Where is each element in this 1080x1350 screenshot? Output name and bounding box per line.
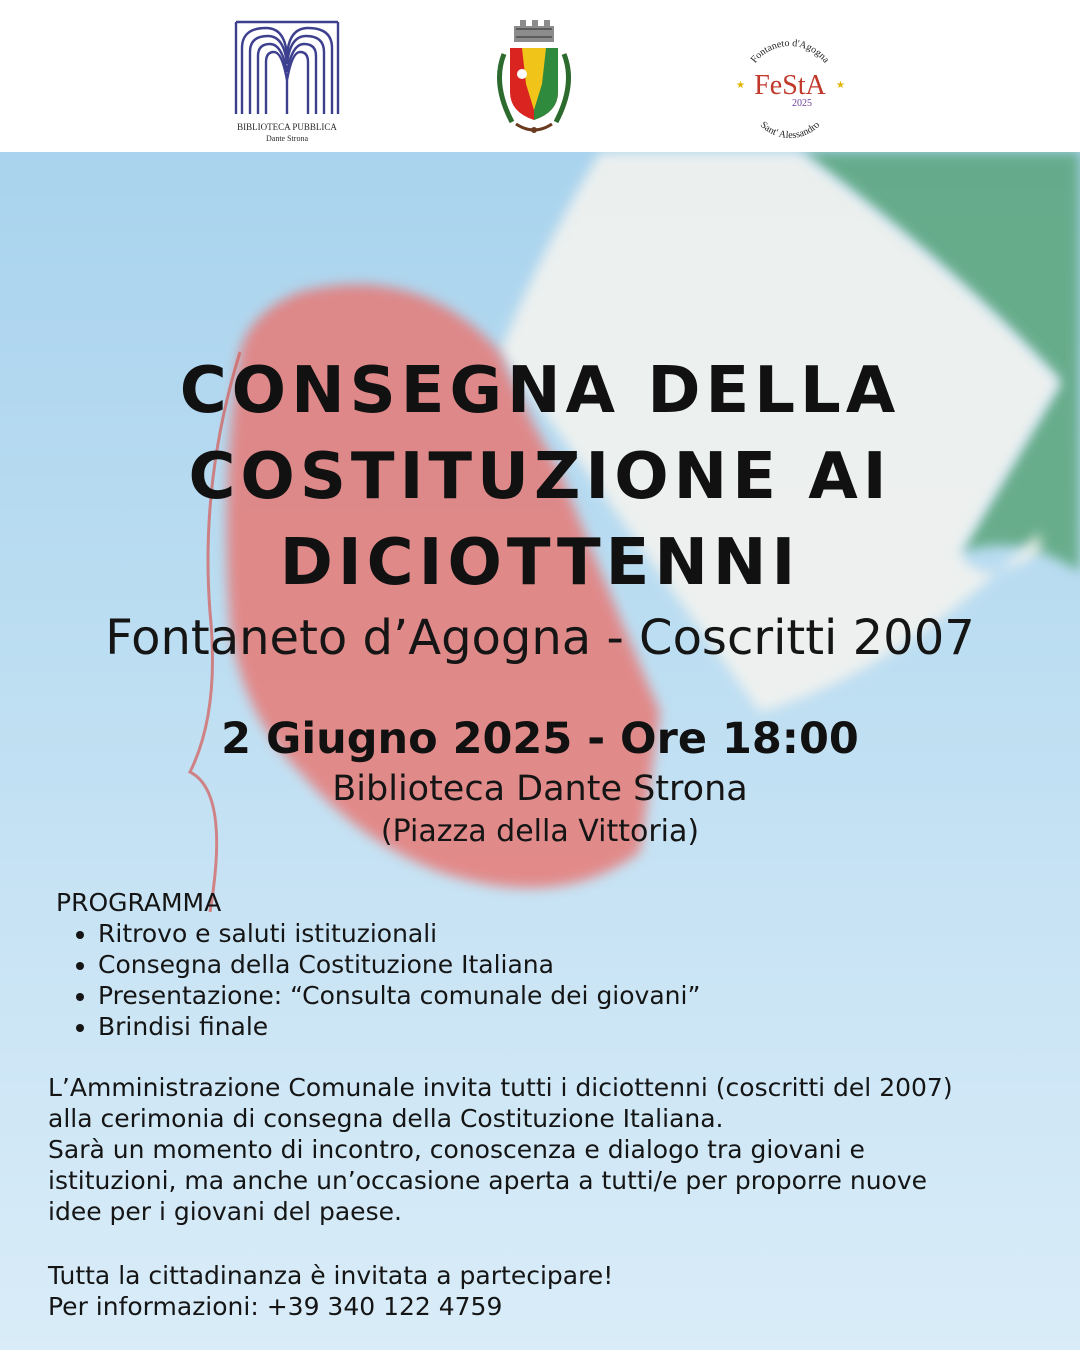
festa-logo-bottom-arc: Sant' Alessandro	[757, 119, 823, 140]
title-line-2: COSTITUZIONE AI	[188, 440, 892, 514]
program-item: • Ritrovo e saluti istituzionali	[98, 918, 1016, 949]
svg-text:Fontaneto d'Agogna	[749, 38, 832, 66]
closing-invite: Tutta la cittadinanza è invitata a partecipare!	[48, 1261, 614, 1290]
star-icon: ★	[836, 80, 845, 91]
festa-logo-top-arc: Fontaneto d'Agogna	[748, 37, 832, 66]
event-venue-detail: (Piazza della Vittoria)	[380, 814, 700, 849]
svg-text:Sant' Alessandro	[758, 120, 822, 140]
program-list	[56, 918, 1016, 1042]
festa-logo-year: 2025	[792, 98, 812, 109]
star-icon: ★	[736, 80, 745, 91]
festa-logo	[728, 30, 852, 140]
poster-background	[0, 152, 1080, 1350]
event-datetime: 2 Giugno 2025 - Ore 18:00	[221, 714, 859, 764]
title-line-1: CONSEGNA DELLA	[179, 354, 901, 428]
program-section	[56, 887, 1016, 1042]
program-item: • Consegna della Costituzione Italiana	[98, 949, 1016, 980]
contact-info: Per informazioni: +39 340 122 4759	[48, 1292, 503, 1321]
main-title	[0, 348, 1080, 606]
biblioteca-logo-line2: Dante Strona	[266, 134, 308, 143]
closing-text	[48, 1260, 1038, 1322]
invitation-line: Sarà un momento di incontro, conoscenza e dialogo tra giovani e	[48, 1135, 865, 1164]
subtitle: Fontaneto d’Agogna - Coscritti 2007	[105, 610, 975, 666]
event-venue: Biblioteca Dante Strona	[332, 769, 748, 809]
invitation-line: istituzioni, ma anche un’occasione aperta a tutti/e per proporre nuove	[48, 1166, 928, 1195]
program-item: • Brindisi finale	[98, 1011, 1016, 1042]
program-heading: PROGRAMMA	[56, 888, 222, 917]
arches-icon	[228, 18, 346, 146]
biblioteca-logo-line1: BIBLIOTECA PUBBLICA	[237, 122, 337, 132]
title-line-3: DICIOTTENNI	[279, 526, 801, 600]
header-logos	[0, 0, 1080, 152]
coat-of-arms-icon	[486, 14, 582, 146]
invitation-line: idee per i giovani del paese.	[48, 1197, 402, 1226]
biblioteca-logo	[228, 18, 346, 146]
invitation-line: alla cerimonia di consegna della Costituzione Italiana.	[48, 1104, 724, 1133]
invitation-line: L’Amministrazione Comunale invita tutti i diciottenni (coscritti del 2007)	[48, 1073, 953, 1102]
title-block	[0, 348, 1080, 668]
festa-logo-center: FeStA	[754, 70, 826, 101]
program-item: • Presentazione: “Consulta comunale dei giovani”	[98, 980, 1016, 1011]
invitation-text	[48, 1072, 1038, 1227]
